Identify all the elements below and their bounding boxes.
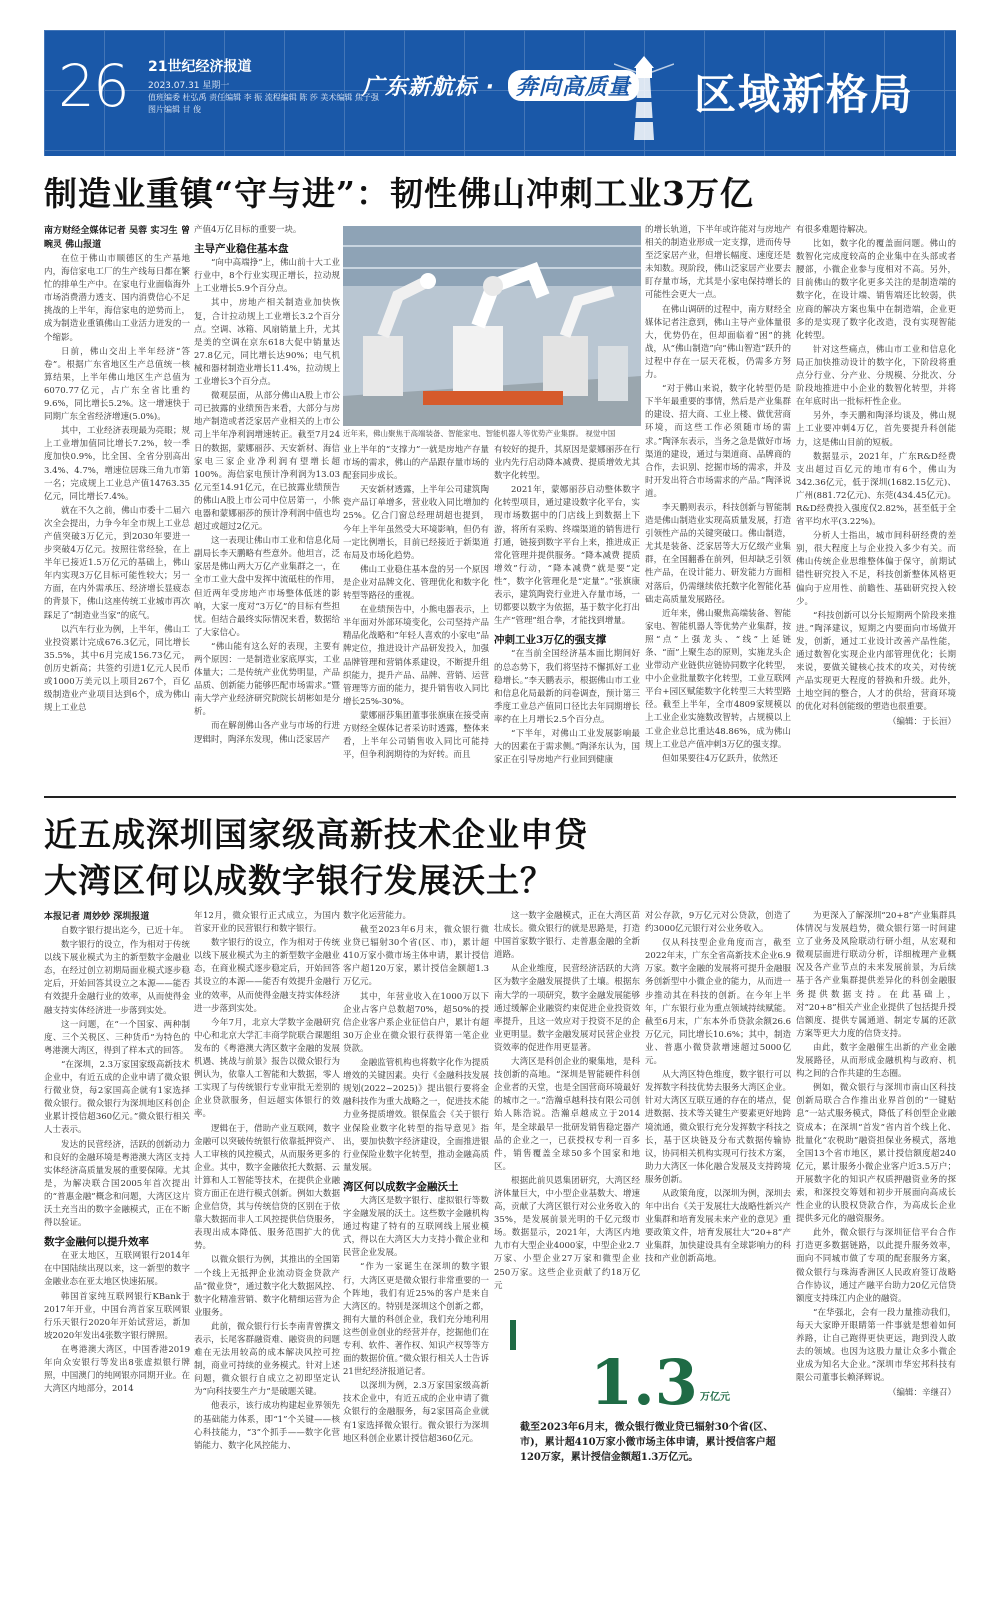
paragraph: 他表示，该行成功构建起业界领先的基础能力体系，即“1”个关键——核心科技能力，“3”个抓手——数字化营销能力、数字化风控能力、 <box>194 1401 340 1451</box>
paragraph: 在业绩预告中，小熊电器表示，上半年面对外部环境变化，公司坚持产品精品化战略和“年轻人喜欢的小家电”品牌定位，推进设计产品研发投入，加强品牌管理和营销体系建设，不断提升组织能力，提升产品、品牌、营销、运营管理等方面的能力，提升销售收入同比增长25%-30%。 <box>343 605 489 707</box>
article2-headline-line-1: 近五成深圳国家级高新技术企业申贷 <box>44 815 588 854</box>
paragraph: “在华强北，会有一段力量推动我们，每天大家睁开眼睛第一件事就是想着如何养路，让自己跑得更快更远，跑到没人敢去的领域。也因为这股力量让众多小微企业成为知名大企业。”深圳市华宏邦科技有限公司董事长赖泽辉说。 <box>796 1307 956 1384</box>
stat-accent-bar <box>510 1320 516 1350</box>
factory-robot-photo <box>343 226 641 426</box>
paragraph: 此前，微众银行行长李南青曾撰文表示，长尾客群融资难、融资贵的问题难在无法用较高的成本解决风控可控制，商业可持续的业务模式。针对上述问题，微众银行自成立之初即坚定认为“向科技要生产力”是破题关键。 <box>194 1321 340 1398</box>
article1-subhead-2: 冲刺工业3万亿的强支撑 <box>494 634 607 647</box>
paragraph: “在深圳，2.3万家国家级高新技术企业中，有近五成的企业申请了微众银行微业贷，每2家国高企就有1家选择微众银行。微众银行为深圳地区科创企业累计授信超360亿元。”微众银行相关人士表示。 <box>44 1059 190 1136</box>
paragraph: “向中高端挣”上，佛山前十大工业行业中，8个行业实现正增长，拉动规上工业增长5.9个百分点。 <box>194 258 340 295</box>
paragraph: 为更深入了解深圳“20+8”产业集群具体情况与发展趋势，微众银行第一时间建立了业务及风险联动行研小组，从宏观和微观层面进行联动分析，详细梳理产业概况及各产业节点的未来发展前景，为后续基于各产业集群提供差异化的科创金融服务提供数据支持。在此基础上，对“20+8”相关产业企业提供了包括提升授信额度、提供专属通道、制定专属的还款方案等更大力度的信贷支持。 <box>796 911 956 1039</box>
article1-editor: （编辑：于长洹） <box>887 717 956 728</box>
paragraph: 而在解剖佛山各产业与市场的行进逻辑时，陶泽东发现，佛山泛家居产 <box>194 721 340 745</box>
lighthouse-icon <box>614 48 674 148</box>
editorial-staff: 值班编委 杜弘禹 责任编辑 李 振 流程编辑 陈 莎 美术编辑 焦子强 图片编辑 甘 俊 <box>148 93 379 114</box>
paragraph: 自数字银行提出迄今，已近十年。 <box>61 926 189 936</box>
paragraph: 2021年，蒙娜丽莎启动整体数字化转型项目，通过建设数字化平台，实现市场数据中的门店线上到数据上下游，将所有采购、终端渠道的销售进行打通，链接到数字平台上来，推进成正常化管理并提供服务。“降本减费 提质增效”行动，“降本减费”就是要“定性”，数字化管理化是“定量”。”张旗康表示，建筑陶瓷行业进入存量市场，一切都要以数字为依据，基于数字化打出生产“管理”组合拳，才能找到增量。 <box>494 485 640 627</box>
paragraph: 数字化运营能力。 <box>343 911 412 921</box>
article2-column-1 <box>44 910 190 1582</box>
paragraph: “对于佛山来说，数字化转型仍是下半年最重要的事情，然后是产业集群的建设、招大商、工业上楼、做优营商环境，而这些工作必须随市场的需求。”陶泽东表示，当务之急是做好市场渠道的建设，通过与渠道商、品牌商的合作，去识别、挖掘市场的需求，并及时开发出符合市场需求的产品。”陶泽说道。 <box>645 384 791 499</box>
paragraph: 在亚太地区，互联网银行2014年在中国陆续出现以来，这一新型的数字金融业态在亚太地区快速拓展。 <box>44 1251 190 1288</box>
paragraph: 今年7月，北京大学数字金融研究中心和北京大学汇丰商学院联合课题组发布的《粤港澳大湾区数字金融的发展机遇、挑战与前景》报告以微众银行为例认为，依靠人工智能和大数据，零人工实现了与传统银行专业审批无差别的企业贷款服务，但远超实体银行的效率。 <box>194 1017 340 1120</box>
page-number: 26 <box>58 52 128 120</box>
paragraph: 从企业维度，民营经济活跃的大湾区为数字金融发展提供了土壤。根据东南大学的一项研究，数字金融发展能够通过缓解企业融资约束促进企业投资效率提升，且这一效应对于投资不足的企业更明显。数字金融发展对民营企业投资效率的促进作用更显著。 <box>494 964 640 1053</box>
article2-editor: （编辑：辛继召） <box>887 1388 956 1399</box>
article2-column-3 <box>343 910 489 1582</box>
paragraph: 发达的民营经济，活跃的创新动力和良好的金融环境是粤港澳大湾区支持实体经济高质量发展的重要保障。尤其是，为解决联合国2005年首次提出的“普惠金融”概念和问题，大湾区这片沃土充当出的数字金融模式，正在不断得以验证。 <box>44 1139 190 1229</box>
paragraph: 就在不久之前，佛山市委十二届六次全会提出，力争今年全市规上工业总产值突破3万亿元，到2030年要进一步突破4万亿元。按照往常经验，在上半年已接近1.5万亿元的基础上，佛山年内实现3万亿目标可能性较大；另一方面，在内外需承压、经济增长显疲态的背景下，佛山这座传统工业城市再次踩足了“制造业当家”的底气。 <box>44 505 190 621</box>
paragraph: 以微众银行为例，其推出的全国第一个线上无抵押企业流动资金贷款产品“微业贷”，通过数字化大数据风控、数字化精准营销、数字化精细运营为企业服务。 <box>194 1255 340 1318</box>
paragraph: 在位于佛山市顺德区的生产基地内，海信家电工厂的生产线每日都在繁忙的排单生产中。在家电行业面临海外市场消费潜力透支、国内消费信心不足挑战的上半年，海信家电的逆势而上，成为制造业重镇佛山工业活力迸发的一个缩影。 <box>44 254 190 343</box>
article1-column-6 <box>796 224 956 790</box>
paragraph: 从政策角度，以深圳为例，深圳去年中出台《关于发展壮大战略性新兴产业集群和培育发展未来产业的意见》重要政策文件，培育发展壮大“20+8”产业集群，加快建设具有全球影响力的科技和产业创新高地。 <box>645 1188 791 1265</box>
paragraph: “佛山能有这么好的表现，主要有两个原因：一是制造业家底厚实，工业体量大；二是传统产业优势明显，产品品质、创新能力能够匹配市场需求。”暨南大学产业经济研究院院长胡彬如是分析。 <box>194 641 340 718</box>
article1-byline: 南方财经全媒体记者 吴蓉 实习生 曾畹灵 佛山报道 <box>44 226 190 250</box>
article2-subhead-2: 湾区何以成数字金融沃土 <box>343 1180 459 1193</box>
paragraph: 比如，数字化的覆盖面问题。佛山的数智化完成度较高的企业集中在头部或者腰部，小微企业参与度相对不高。另外，目前佛山的数字化更多关注的是制造端的数字化，在设计端、销售端还比较弱，供应商的解决方案也集中在制造端，企业更多的是实现了数字化改造，没有实现智能化转型。 <box>796 239 956 341</box>
article2-column-6 <box>796 910 956 1582</box>
paragraph: “下半年，对佛山工业发展影响最大的因素在于需求侧。”陶泽东认为，国家正在引导房地产行业回到健康 <box>494 728 640 766</box>
article1-headline: 制造业重镇“守与进”：韧性佛山冲刺工业3万亿 <box>44 174 754 213</box>
paragraph: 大湾区是科创企业的聚集地，是科技创新的高地。“深圳是智能硬件科创企业者的天堂，也是全国营商环境最好的城市之一。”浩瀚卓越科技有限公司创始人陈浩说。浩瀚卓越成立于2014年，是全球最早一批研发销售稳定器产品的企业之一，已获授权专利一百多件，销售覆盖全球50多个国家和地区。 <box>494 1057 640 1172</box>
stat-number: 1.3 <box>590 1346 698 1419</box>
stat-unit: 万亿元 <box>700 1392 730 1403</box>
section-title: 区域新格局 <box>694 70 915 119</box>
article2-column-2 <box>194 910 340 1582</box>
photo-caption: 近年来，佛山聚焦于高端装备、智能家电、智能机器人等优势产业集群。 视觉中国 <box>343 429 616 438</box>
paragraph: 数字银行的设立，作为相对于传统以线下展业模式为主的新型数字金融业态，在商业模式逐步稳定后，开始回答其设立的本源——能否有效提升金融行业的效率，从而使得金融支持实体经济进一步落到实处。 <box>194 938 340 1014</box>
paragraph: 此外，微众银行与深圳征信平台合作打造更多数据链路，以此提升服务效率，面向不同城市做了专项的配套服务方案，微众银行与珠海香洲区人民政府签订战略合作协议，通过产融平台助力20亿元信贷额度支持珠江内企业的融资。 <box>796 1228 956 1304</box>
paragraph: 李天鹏则表示，科技创新与智能制造是佛山制造业实现高质量发展，打造引领性产品的关键突破口。佛山制造，尤其是装备、泛家居等大万亿级产业集群，在全国翻番在前列，但却缺乏引领性产品，在设计能力、研发能力方面相对落后，仍需继续依托数字化智能化基础走高质量发展路径。 <box>645 502 791 605</box>
paragraph: 微观层面，从部分佛山A股上市公司已披露的业绩预告来看，大部分与房地产制造或者泛家居产业相关的上市公司上半年净利润增速转正。截至7月24日的数据，蒙娜丽莎、天安新材、海信家电三家企业净利润有望增长超100%。海信家电预计净利润为13.03亿元至14.91亿元，在已披露业绩预告的佛山A股上市公司中位居第一，小熊电器和蒙娜丽莎的预计净利润中值也均超过或超过2亿元。 <box>194 391 340 533</box>
paragraph: 逻辑在于，借助产业互联网，数字金融可以突破传统银行依靠抵押资产、人工审核的风控模式，从而服务更多的企业。其中，数字金融依托大数据、云计算和人工智能等技术，在提供企业融资方面正在进行模式创新。例如大数据企业信贷，其与传统信贷的区别在于依靠大数据而非人工风控提供信贷服务，表现出成本降低、服务范围扩大的优势。 <box>194 1123 340 1252</box>
slogan-highlight: 奔向高质量 <box>508 70 639 101</box>
paragraph: 从大湾区特色维度，数字银行可以发挥数字科技优势去服务大湾区企业。针对大湾区互联互通的存在的堵点，促进数据、技术等关键生产要素更好地跨境流通，微众银行充分发挥数字科技之长，基于区块链及分布式数据传输协议，协同相关机构实现可行技术方案，助力大湾区一体化融合发展及支持跨境服务创新。 <box>645 1070 791 1185</box>
slogan-left: 广东新航标 · <box>362 75 504 100</box>
paragraph: 有较好的提升，其原因是蒙娜丽莎在行业内先行启动降本减费、提质增效尤其数字化转型。 <box>494 445 640 482</box>
article1-column-4 <box>494 444 640 790</box>
paragraph: 金融监管机构也将数字化作为提质增效的关键因素。央行《金融科技发展规划(2022~2025)》提出银行要将金融科技作为重大战略之一，促进技术能力业务提质增效。银保监会《关于银行业保险业数字化转型的指导意见》指出，要加快数字经济建设，全面推进银行业保险业数字化转型，推动金融高质量发展。 <box>343 1058 489 1173</box>
paragraph: 截至2023年6月末，微众银行微业贷已辐射30个省(区、市)，累计超410万家小微市场主体申请，累计授信客户超120万家，累计授信金额超1.3万亿元。 <box>343 925 489 988</box>
paragraph: 其中，工业经济表现最为亮眼；规上工业增加值同比增长7.2%，较一季度加快0.9%，比全国、全省分别高出3.4%、4.7%，增速位居珠三角九市第一名；完成规上工业总产值14763.35亿元，同比增长7.4%。 <box>44 426 190 502</box>
paragraph: 佛山工业稳住基本盘的另一个原因是企业对品牌文化、管理优化和数字化转型等路径的重视。 <box>343 564 489 602</box>
article1-column-5 <box>645 224 791 790</box>
paragraph: 分析人士指出，城市间科研经费的差别，很大程度上与企业投入多少有关。而佛山传统企业思维整体偏于保守，前期试错性研究投入不足，科技创新整体风格更偏向于应用性、前瞻性、基础研究投入较少。 <box>796 531 956 607</box>
article-divider <box>44 796 956 798</box>
article1-subhead-1: 主导产业稳住基本盘 <box>194 243 289 256</box>
robot-arm-illustration <box>343 226 641 426</box>
stat-description: 截至2023年6月末，微众银行微业贷已辐射30个省(区、市)，累计超410万家小微市场主体申请，累计授信客户超120万家，累计授信金额超1.3万亿元。 <box>520 1422 776 1463</box>
paragraph: “科技创新可以分长短期两个阶段来推进。”陶泽建议，短期之内要面向市场做开发，创新，通过工业设计改善产品性能，通过数智化实现企业内部管理优化；长期来说，要做关键核心技术的攻关，对传统产品实现更大程度的替换和升级。此外，土地空间的整合，人才的供给，营商环境的优化对科创能级的塑造也很重要。 <box>796 610 956 713</box>
paragraph: 天安新材透露，上半年公司建筑陶瓷产品订单增多，营业收入同比增加约25%。亿合门窗总经理胡超也提到，今年上半年虽然受大环境影响，但仍有一定比例增长，目前已经接近于新渠道布局及市场化趋势。 <box>343 485 489 561</box>
paragraph: 以深圳为例，2.3万家国家级高新技术企业中，有近五成的企业申请了微众银行的金融服务，每2家国高企业就有1家选择微众银行。微众银行为深圳地区科创企业累计授信超360亿元。 <box>343 1381 489 1444</box>
paragraph: 近年来，佛山聚焦高端装备、智能家电、智能机器人等优势产业集群，按照“点”上强龙头、“线”上延链条、“面”上聚生态的原则，实施龙头企业带动产业链供应链协同数字化转型，中小企业批量数字化转型，工业互联网平台+园区赋能数字化转型三大转型路径。截至上半年，全市4809家规模以上工业企业实施数改智转，占规模以上工业企业总比重达48.86%，成为佛山规上工业总产值冲刺3万亿的强支撑。 <box>645 608 791 750</box>
stat-callout <box>510 1320 780 1490</box>
paragraph: 这一问题，在“一个国家、两种制度、三个关税区、三种货币”为特色的粤港澳大湾区，得到了样本式的回答。 <box>44 1019 190 1056</box>
paragraph: 蒙娜丽莎集团董事张旗康在接受南方财经全媒体记者采访时透露，整体来看，上半年公司销售收入同比可能持平，但争利润期待的为好转。而且 <box>343 710 489 761</box>
paragraph: 大湾区是数字银行、虚拟银行等数字金融发展的沃土。这些数字金融机构通过构建了特有的互联网线上展业模式，得以在大湾区大力支持小微企业和民营企业发展。 <box>343 1195 489 1259</box>
paragraph: 产值4万亿目标的重要一块。 <box>194 225 302 235</box>
paragraph: 的增长轨道，下半年或许能对与房地产相关的制造业形成一定支撑，进而传导至泛家居产业，但增长幅度、速度还是未知数。现阶段，佛山泛家居产业要去盯存量市场，尤其是小家电保持增长的可能性会更大一点。 <box>645 225 791 301</box>
article2-column-5 <box>645 910 791 1315</box>
paragraph: 有很多难题待解决。 <box>796 225 873 235</box>
paragraph: “作为一家诞生在深圳的数字银行，大湾区更是微众银行非常重要的一个阵地，我们有近25%的客户是来自大湾区的。特别是深圳这个创新之都，拥有大量的科创企业，我们充分地利用这些创业创业的经营并存，挖掘他们在专利、软件、著作权、知识产权等等方面的数据价值。”微众银行相关人士告诉21世纪经济报道记者。 <box>343 1262 489 1378</box>
paragraph: 韩国首家纯互联网银行KBank于2017年开业，中国台湾首家互联网银行乐天银行2020年开始试营运，新加坡2020年发出4张数字银行牌照。 <box>44 1291 190 1341</box>
paragraph: 在粤港澳大湾区，中国香港2019年向众安银行等发出8张虚拟银行牌照，中国澳门的纯网银亦同期开业。在大湾区内地部分，2014 <box>44 1344 190 1395</box>
paragraph: 例如，微众银行与深圳市南山区科技创新局联合合作推出业界首创的“一键贴息”一站式服务模式，降低了科创型企业融资成本；在深圳“首发”省内首个线上化、批量化“农税助”融资担保业务模式，落地全国13个省市地区，累计授信额度超240亿元，累计服务小微企业客户近3.5万户；开展数字化的知识产权质押融资业务的探索，和深投交筹划和初步开展面向高成长性企业的认股权贷款合作，为高成长企业提供多元化的融资服务。 <box>796 1083 956 1225</box>
paragraph: 业上半年的“支撑力”一就是房地产存量市场的需求，佛山的产品跟存量市场的配套同步成长。 <box>343 445 489 482</box>
paragraph: 年12月，微众银行正式成立，为国内首家开业的民营银行和数字银行。 <box>194 911 340 935</box>
article2-byline: 本报记者 周妙妙 深圳报道 <box>44 912 150 922</box>
paragraph: 仅从科技型企业角度而言，截至2022年末，广东全省高新技术企业6.9万家。数字金融的发展将可提升金融服务创新型中小微企业的能力，从而进一步推动其在科技的创新。在今年上半年，广东银行业为重点领域持续赋能。截至6月末，广东本外币贷款余额26.6万亿元，同比增长10.6%；其中，制造业、普惠小微贷款增速超过5000亿元。 <box>645 938 791 1067</box>
article1-column-3 <box>343 444 489 790</box>
article2-subhead-1: 数字金融何以提升效率 <box>44 1236 149 1249</box>
paragraph: 日前，佛山交出上半年经济“答卷”。根据广东省地区生产总值统一核算结果，上半年佛山地区生产总值为6070.77亿元，占广东全省比重约9.6%，同比增长5.2%。这一增速快于同期广东全省经济增速(5.0%)。 <box>44 346 190 423</box>
paragraph: 另外，李天鹏和陶泽均谈及，佛山规上工业要冲刺4万亿，首先要提升科创能力，这是佛山目前的短板。 <box>796 411 956 448</box>
article2-column-4 <box>494 910 640 1315</box>
paragraph: 数字银行的设立，作为相对于传统以线下展业模式为主的新型数字金融业态，在经过创立初期局面业模式逐步稳定后，开始回答其设立之本源——能否有效提升金融行业的效率，从而使得金融支持实体经济进一步落到实处。 <box>44 940 190 1016</box>
newspaper-name: 21世纪经济报道 <box>148 59 252 75</box>
paragraph: 数据显示，2021年，广东R&D经费支出超过百亿元的地市有6个，佛山为342.36亿元，低于深圳(1682.15亿元)、广州(881.72亿元)、东莞(434.45亿元)。R&D经费投入强度仅2.82%，甚至低于全省平均水平(3.22%)。 <box>796 451 956 528</box>
article2-headline-line-2: 大湾区何以成数字银行发展沃土？ <box>44 861 554 900</box>
section-banner <box>44 30 956 156</box>
article2-headline <box>44 812 844 904</box>
paragraph: “在当前全国经济基本面比期间好的总态势下，我们将坚持不懈抓好工业稳增长。”李天鹏表示，根据佛山市工业和信息化局最新的问卷调查，预计第三季度工业总产值同口径比去年同期增长率约在上月增长2.5个百分点。 <box>494 649 640 725</box>
paragraph: 根据此前贝恩集团研究，大湾区经济体量巨大，中小型企业基数大、增速高，贡献了大湾区银行对公业务收入的35%，是发展前景光明的千亿元级市场。数据显示，2021年，大湾区内地九市有大型企业4000家，中型企业2.7万家、小型企业27万家和微型企业250万家。这些企业贡献了约18万亿元 <box>494 1175 640 1291</box>
article1-column-2 <box>194 224 340 790</box>
article1-column-1 <box>44 224 190 790</box>
paragraph: 以汽车行业为例，上半年，佛山工业投资累计完成676.3亿元，同比增长35.5%，其中6月完成156.73亿元，创历史新高；共签约引进1亿元人民币或1000万美元以上项目267个，百亿级制造业产业项目达到6个，成为佛山规上工业总 <box>44 624 190 714</box>
paragraph: 在佛山调研的过程中，南方财经全媒体记者注意到，佛山主导产业体量很大，优势仍在，但却面临着“困”的挑战，从“佛山制造”向“佛山智造”跃升的过程中存在一层天花板，仍需多方努力。 <box>645 304 791 381</box>
paragraph: 针对这些痛点，佛山市工业和信息化局正加快推动设计的数字化，下阶段将重点分行业、分产业、分规模、分批次、分阶段地推进中小企业的数智化转型，并将在年底时出一批标杆性企业。 <box>796 344 956 408</box>
issue-date: 2023.07.31 星期一 <box>148 81 230 91</box>
column-slogan <box>362 70 639 101</box>
paragraph: 其中，房地产相关制造业加快恢复，合计拉动规上工业增长3.2个百分点。空调、冰箱、风扇销量上升，尤其是美的空调在京东618大促中销量达27.8亿元，同比增长达90%；电气机械和器材制造业增长11.4%，拉动规上工业增长3个百分点。 <box>194 298 340 388</box>
paragraph: 这一数字金融模式，正在大湾区苗壮成长。微众银行的就是思路是，打造中国首家数字银行、走普惠金融的全新道路。 <box>494 911 640 961</box>
paragraph: 对公存款，9万亿元对公贷款，创造了约3000亿元银行对公业务收入。 <box>645 911 791 935</box>
paragraph: 但如果要往4万亿跃升，依然还 <box>662 753 778 764</box>
paragraph: 这一表现让佛山市工业和信息化局副局长李天鹏略有些意外。他坦言，泛家居是佛山两大万亿产业集群之一，在全市工业大盘中发挥中流砥柱的作用，但近两年受房地产市场整体低迷的影响，大家一度对“3万亿”的目标有些担忧。但结合最终实际情况来看，数据给了大家信心。 <box>194 536 340 638</box>
paragraph: 其中，年营业收入在1000万以下企业占客户总数超70%，超50%的授信企业客户系企业征信白户，累计有超30万企业在微众银行获得第一笔企业贷款。 <box>343 991 489 1054</box>
paragraph: 由此，数字金融催生出新的产业金融发展路径，从而形成金融机构与政府、机构之间的合作共建的生态圈。 <box>796 1042 956 1080</box>
